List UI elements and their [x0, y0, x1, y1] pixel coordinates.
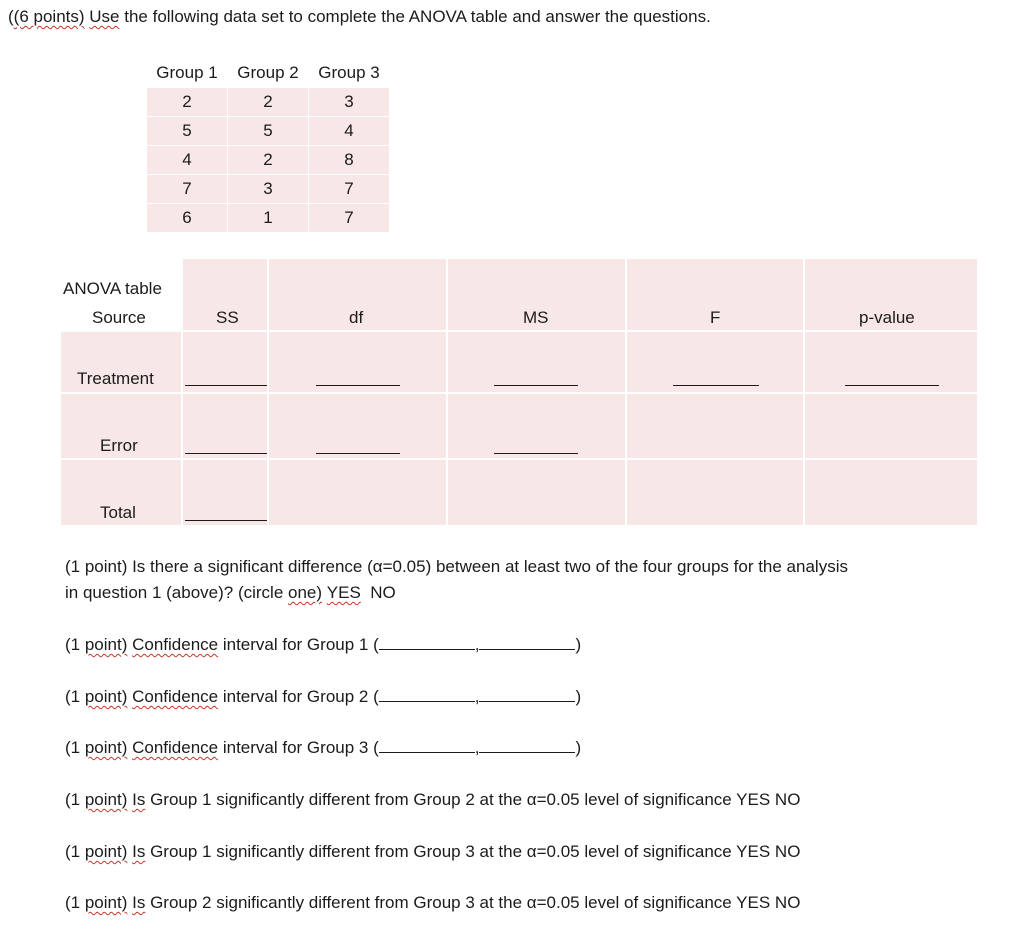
- anova-cell: [269, 394, 446, 458]
- table-cell: 6: [147, 204, 228, 233]
- pairwise-question: [65, 790, 800, 810]
- column-header-source: Source: [92, 308, 146, 327]
- anova-cell: [448, 460, 625, 525]
- pairwise-question: [65, 842, 800, 862]
- ci-close: ): [575, 635, 582, 654]
- table-cell: 2: [147, 88, 228, 117]
- table-cell: 8: [309, 146, 390, 175]
- anova-cell: [183, 332, 267, 392]
- anova-cell: [805, 394, 977, 458]
- ci-separator: ,: [474, 738, 480, 757]
- column-header-p-value: p-value: [859, 308, 915, 327]
- answer-yes[interactable]: YES: [326, 583, 361, 602]
- question-significance-line1: (1 point) Is there a significant difference (α=0.05) between at least two of the four groups for the analysis: [65, 557, 848, 576]
- confidence-interval-question: [65, 738, 581, 758]
- table-cell: 7: [309, 204, 390, 233]
- table-row: [147, 117, 390, 146]
- ci-upper-blank[interactable]: [479, 649, 575, 650]
- confidence-word: Confidence: [132, 635, 219, 654]
- anova-cell: [448, 332, 625, 392]
- ci-lower-blank[interactable]: [379, 701, 475, 702]
- answer-no[interactable]: NO: [370, 583, 396, 602]
- anova-title: ANOVA table: [63, 279, 162, 298]
- confidence-word: Confidence: [132, 687, 219, 706]
- point-prefix: (1: [65, 687, 85, 706]
- point-word: point): [84, 893, 128, 912]
- ci-text: interval for Group 3 (: [218, 738, 379, 757]
- anova-cell: [627, 394, 803, 458]
- is-word: Is: [132, 790, 146, 809]
- pairwise-question: [65, 893, 800, 913]
- table-row: [147, 88, 390, 117]
- column-header-df: df: [349, 308, 364, 327]
- anova-cell: [627, 460, 803, 525]
- anova-cell: [183, 394, 267, 458]
- ci-separator: ,: [474, 635, 480, 654]
- point-prefix: (1: [65, 738, 85, 757]
- row-label-total: Total: [100, 503, 136, 522]
- anova-cell: [448, 394, 625, 458]
- table-cell: 4: [147, 146, 228, 175]
- ci-text: interval for Group 1 (: [218, 635, 379, 654]
- row-label-treatment: Treatment: [77, 369, 154, 388]
- column-header-group-2: Group 2: [228, 59, 309, 88]
- pairwise-text: Group 2 significantly different from Group 3 at the α=0.05 level of significance YES NO: [145, 893, 801, 912]
- header-text: the following data set to complete the ANOVA table and answer the questions.: [124, 7, 711, 26]
- ci-upper-blank[interactable]: [479, 701, 575, 702]
- table-cell: 2: [228, 146, 309, 175]
- confidence-word: Confidence: [132, 738, 219, 757]
- data-table-header-row: [147, 59, 390, 88]
- pairwise-text: Group 1 significantly different from Group 2 at the α=0.05 level of significance YES NO: [145, 790, 801, 809]
- error-ms-blank[interactable]: [494, 453, 578, 454]
- table-cell: 2: [228, 88, 309, 117]
- table-row: [147, 175, 390, 204]
- anova-cell: [627, 332, 803, 392]
- point-word: point): [84, 738, 128, 757]
- table-row: [147, 204, 390, 233]
- point-word: point): [84, 790, 128, 809]
- question-significance-text: in question 1 (above)? (circle: [65, 583, 289, 602]
- total-ss-blank[interactable]: [185, 520, 267, 521]
- table-cell: 1: [228, 204, 309, 233]
- one-word: one): [288, 583, 323, 602]
- column-header-group-1: Group 1: [147, 59, 228, 88]
- problem-header: ((6 points) Use the following data set to complete the ANOVA table and answer the questions.: [8, 7, 711, 26]
- point-word: point): [84, 687, 128, 706]
- table-cell: 5: [228, 117, 309, 146]
- ci-lower-blank[interactable]: [379, 752, 475, 753]
- table-cell: 4: [309, 117, 390, 146]
- question-significance-line2: [65, 583, 396, 603]
- anova-cell: [269, 460, 446, 525]
- table-cell: 3: [228, 175, 309, 204]
- point-prefix: (1: [65, 893, 85, 912]
- treatment-df-blank[interactable]: [316, 385, 400, 386]
- point-prefix: (1: [65, 635, 85, 654]
- confidence-interval-question: [65, 635, 581, 655]
- is-word: Is: [132, 893, 146, 912]
- error-df-blank[interactable]: [316, 453, 400, 454]
- ci-close: ): [575, 738, 582, 757]
- treatment-p-value-blank[interactable]: [845, 385, 939, 386]
- column-header-ss: SS: [216, 308, 239, 327]
- column-header-group-3: Group 3: [309, 59, 390, 88]
- ci-lower-blank[interactable]: [379, 649, 475, 650]
- point-prefix: (1: [65, 842, 85, 861]
- table-cell: 5: [147, 117, 228, 146]
- column-header-f: F: [710, 308, 721, 327]
- treatment-ss-blank[interactable]: [185, 385, 267, 386]
- ci-text: interval for Group 2 (: [218, 687, 379, 706]
- ci-upper-blank[interactable]: [479, 752, 575, 753]
- use-word: Use: [89, 7, 120, 26]
- treatment-ms-blank[interactable]: [494, 385, 578, 386]
- treatment-f-blank[interactable]: [673, 385, 759, 386]
- data-table: [146, 58, 390, 233]
- point-word: point): [84, 635, 128, 654]
- row-label-error: Error: [100, 436, 138, 455]
- anova-cell: [269, 332, 446, 392]
- is-word: Is: [132, 842, 146, 861]
- anova-cell: [183, 460, 267, 525]
- anova-cell: [805, 332, 977, 392]
- confidence-interval-question: [65, 687, 581, 707]
- points-label: (6 points): [13, 7, 85, 26]
- table-cell: 7: [309, 175, 390, 204]
- table-cell: 7: [147, 175, 228, 204]
- error-ss-blank[interactable]: [185, 453, 267, 454]
- point-prefix: (1: [65, 790, 85, 809]
- pairwise-text: Group 1 significantly different from Group 3 at the α=0.05 level of significance YES NO: [145, 842, 801, 861]
- table-cell: 3: [309, 88, 390, 117]
- ci-separator: ,: [474, 687, 480, 706]
- table-row: [147, 146, 390, 175]
- anova-cell: [805, 460, 977, 525]
- ci-close: ): [575, 687, 582, 706]
- point-word: point): [84, 842, 128, 861]
- column-header-ms: MS: [523, 308, 549, 327]
